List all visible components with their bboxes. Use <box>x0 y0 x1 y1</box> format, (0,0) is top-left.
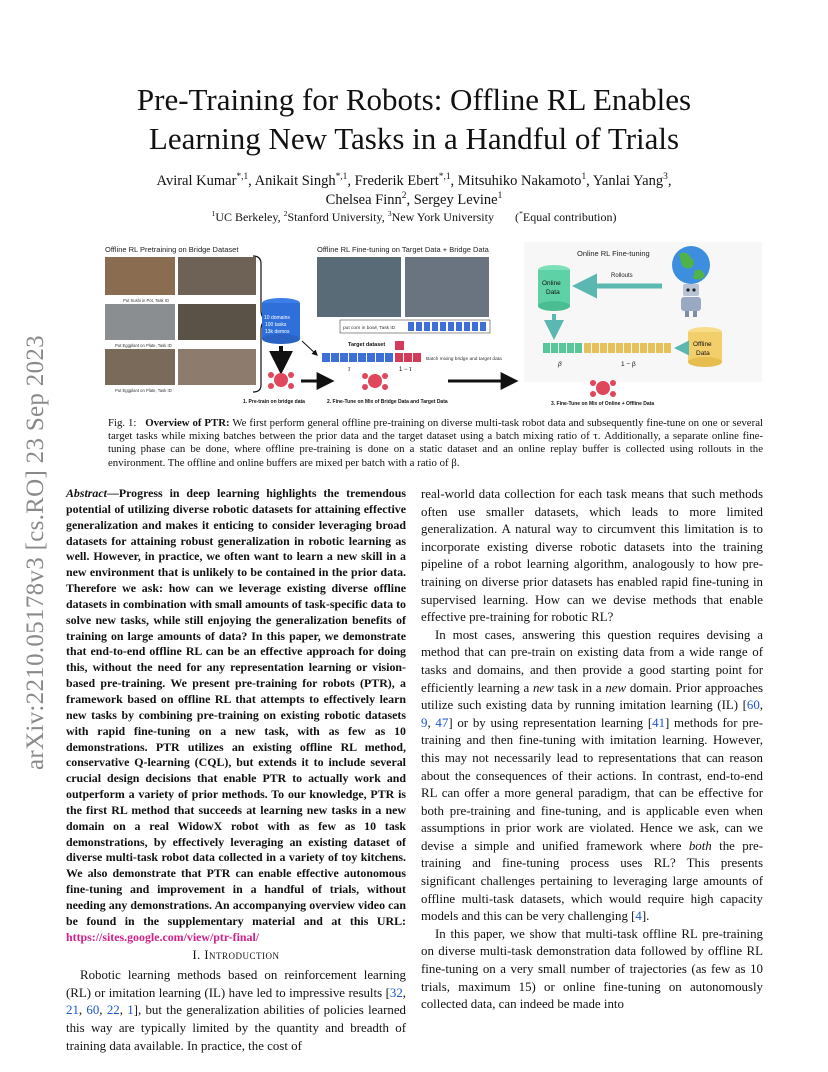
batch-cells-red <box>395 353 421 362</box>
panel1-title: Offline RL Pretraining on Bridge Dataset <box>105 245 239 254</box>
affiliation-text: UC Berkeley, <box>215 210 284 224</box>
abstract <box>66 486 406 945</box>
citation-link[interactable]: 60 <box>746 698 760 713</box>
affiliation-text: Stanford University, <box>287 210 388 224</box>
citation-link[interactable]: 32 <box>389 985 403 1000</box>
affiliation-superscript: 1 <box>211 209 216 218</box>
citation-link[interactable]: 60 <box>86 1003 100 1018</box>
author-superscript: 1 <box>497 191 503 202</box>
thumb-label-1: Put Sushi in Pot, Task ID <box>123 298 170 303</box>
robot-photo-3 <box>105 304 175 340</box>
offline-data-label-1: Offline <box>693 341 712 348</box>
earth-globe-icon <box>672 246 710 284</box>
equal-contribution-note: Equal contribution <box>522 210 613 224</box>
body-text: In this paper, we show that multi-task offline RL pre-training on diverse multi-task demonstration data followed by offline RL fine-tuning on a very small number of trajectories (as few as 10 trials, maximum 15) or online fine-tuning on autonomously collected data, can indeed be made into <box>421 926 763 1012</box>
title-line-2: Learning New Tasks in a Handful of Trials <box>148 121 680 156</box>
intro-text: Robotic learning methods based on reinforcement learning (RL) or imitation learning (IL) have led to impressive results [ <box>66 968 406 1000</box>
body-text: ] or by using representation learning [ <box>448 715 653 730</box>
abstract-text: —Progress in deep learning highlights the tremendous potential of utilizing diverse robotic datasets for attaining effective generalization and makes it enticing to consider leveraging broad datasets for attaining robust generalization in robotic learning as well. However, in practice, we often want to learn a new skill in a new environment that is unlikely to be contained in the prior data. Therefore we ask: how can we leverage existing diverse offline datasets in combination with small amounts of task-specific data to solve new tasks, while still enjoying the generalization benefits of training on large amounts of data? In this paper, we demonstrate that end-to-end offline RL can be an effective approach for doing this, without the need for any representation learning or vision-based pre-training. We present pre-training for robots (PTR), a framework based on offline RL that attempts to effectively learn new tasks by combining pre-training on existing robotic datasets with rapid fine-tuning on a new task, with as few as 10 demonstrations. PTR utilizes an existing offline RL method, conservative Q-learning (CQL), but extends it to include several crucial design decisions that enable PTR to actually work and outperform a variety of prior methods. To our knowledge, PTR is the first RL method that succeeds at learning new tasks in a new domain on a real WidowX robot with as few as 10 task demonstrations, by effectively leveraging an existing dataset of diverse multi-task robot data collected in a variety of toy kitchens. We also demonstrate that PTR can enable effective autonomous fine-tuning and improvement in a handful of trials, without needing any demonstrations. An accompanying overview video can be found in the supplementary material and at this URL: <box>66 486 406 928</box>
dataset-tasks: 100 tasks <box>265 322 287 328</box>
dataset-domains: 10 domains <box>264 315 290 321</box>
step2-label: 2. Fine-Tune on Mix of Bridge Data and Target Data <box>327 399 448 405</box>
citation-link[interactable]: 41 <box>652 715 666 730</box>
batch-mixing-label: Batch mixing bridge and target data <box>426 357 502 362</box>
tau-label: τ <box>348 367 351 373</box>
robot-photo-4 <box>178 304 256 340</box>
project-url-link[interactable]: https://sites.google.com/view/ptr-final/ <box>66 929 260 944</box>
author-name: Aviral Kumar <box>156 173 237 189</box>
left-column <box>66 486 406 1055</box>
one-minus-tau-label: 1 − τ <box>399 367 412 373</box>
author-name: Yanlai Yang <box>592 173 664 189</box>
step3-label: 3. Fine-Tune on Mix of Online + Offline Data <box>551 401 655 407</box>
affiliation-text: New York University <box>391 210 494 224</box>
author-superscript: 2 <box>401 191 407 202</box>
robot-network-icon-3 <box>590 380 616 397</box>
arxiv-identifier: arXiv:2210.05178v3 [cs.RO] 23 Sep 2023 <box>22 335 49 770</box>
citation-link[interactable]: 9 <box>421 715 428 730</box>
target-photo-2 <box>405 257 489 317</box>
caption-heading: Overview of PTR: <box>145 417 230 429</box>
author-name: Frederik Ebert <box>354 173 439 189</box>
arrow-db-to-batch <box>302 341 317 355</box>
citation-link[interactable]: 4 <box>635 909 642 924</box>
figure-1-overview <box>103 240 766 410</box>
panel2-title: Offline RL Fine-tuning on Target Data + Bridge Data <box>317 245 489 254</box>
body-text: the pre-training and fine-tuning process uses RL? This presents significant challenges pertaining to leveraging large amounts of offline multi-task datasets, which would require high capacity models and this can be very challenging [ <box>421 838 764 924</box>
body-text: task in a <box>553 680 606 695</box>
affiliation-superscript: 2 <box>283 209 288 218</box>
author-superscript: *,1 <box>236 172 249 183</box>
batch-cells-blue <box>322 353 393 362</box>
citation-link[interactable]: 1 <box>127 1003 134 1018</box>
section-heading-introduction <box>66 947 406 964</box>
target-data-cell <box>395 341 404 350</box>
author-name: Sergey Levine <box>413 192 498 208</box>
right-paragraph-2: In most cases, answering this question requires devising a method that can pre-train on existing data from a wide range of tasks and domains, and then provide a good starting point for efficiently learning a new task in a new domain. Prior approaches utilize such existing data by running imitation learning (IL) [60, 9, 47] or by using representation learning [41] methods for pre-training and then fine-tuning with imitation learning. However, this may not necessarily lead to representations that can reason about the consequences of their actions. In contrast, end-to-end RL can offer a more general paradigm, that can be effective for both pre-training and fine-tuning, and is applicable even when assumptions in prior work are violated. Hence we ask, can we devise a simple and unified framework where both the pre-training and fine-tuning process uses RL? This presents significant challenges pertaining to leveraging large amounts of offline multi-task datasets, which would require high capacity models and this can be very challenging [4]. <box>421 627 764 924</box>
robot-photo-1 <box>105 257 175 295</box>
target-caption: put corn in bowl, Task ID <box>343 326 396 331</box>
emphasis-text: both <box>688 838 712 853</box>
affiliations: $^1$UC Berkeley, $^2$Stanford University, $^3$New York University (*Equal contribution) <box>211 209 617 224</box>
author-list: Aviral Kumar$^{*,1}$, Anikait Singh$^{*,1}$, Frederik Ebert$^{*,1}$, Mitsuhiko Nakamoto$^1$, Yanlai Yang$^3$, Chelsea Finn$^2$, Sergey Levine$^1$ <box>156 172 672 208</box>
author-superscript: 1 <box>581 172 587 183</box>
right-paragraph-1 <box>421 486 763 627</box>
equal-contribution-superscript: * <box>518 209 523 218</box>
section-title: Introduction <box>204 948 280 963</box>
online-data-label-2: Data <box>546 289 560 296</box>
figure-caption <box>108 417 763 470</box>
online-data-label-1: Online <box>542 280 561 287</box>
author-superscript: 3 <box>663 172 668 183</box>
body-text: domain. Prior approaches utilize such existing data by running imitation learning (IL) [ <box>421 680 764 713</box>
body-text: ] methods for pre-training and then fine-tuning with imitation learning. However, this may not necessarily lead to representations that can reason about the consequences of their actions. In contrast, end-to-end RL can offer a more general paradigm, that can be effective for both pre-training and fine-tuning, and is applicable even when assumptions in prior work are violated. Hence we ask, can we devise a simple and unified framework where <box>421 715 763 853</box>
offline-cylinder-bottom <box>688 357 722 367</box>
author-superscript: *,1 <box>438 172 451 183</box>
thumb-label-2: Put Eggplant on Plate, Task ID <box>115 343 172 348</box>
author-name: Anikait Singh <box>254 173 336 189</box>
rollouts-label: Rollouts <box>611 273 633 279</box>
caption-text: We first perform general offline pre-training on diverse multi-task robot data and subsequently fine-tune on one or several target tasks while mixing batches between the prior data and the target dataset using a batch mixing ratio of τ. Additionally, a separate online fine-tuning phase can be done, where offline pre-training is done on a static dataset and an online replay buffer is collected using rollouts in the environment. The offline and online buffers are mixed per batch with a ratio of β. <box>108 417 763 469</box>
affiliation-superscript: 3 <box>387 209 392 218</box>
body-text: In most cases, answering this question requires devising a method that can pre-train on existing data from a wide range of tasks and domains, and then provide a good starting point for efficiently learning a <box>421 627 763 695</box>
dataset-cylinder-bottom <box>262 334 300 344</box>
intro-paragraph-1: Robotic learning methods based on reinforcement learning (RL) or imitation learning (IL) have led to impressive results [32, 21, 60, 22, 1], but the generalization abilities of policies learned this way are typically limited by the quantity and breadth of training data available. In practice, the cost of <box>66 968 406 1053</box>
body-text: real-world data collection for each task means that such methods often use smaller datasets, which leads to more limited generalization. A natural way to circumvent this limitation is to incorporate existing diverse robotic datasets into the training pipeline of a robot learning algorithm, analogously to how pre-training on diverse prior datasets has enabled rapid fine-tuning in supervised learning. How can we devise methods that enable effective pre-training for robotic RL? <box>421 487 763 625</box>
section-number: I. <box>192 948 201 963</box>
thumb-label-3: Put Eggplant on Plate, Task ID <box>115 388 172 393</box>
paper-title <box>0 80 828 158</box>
target-photo-1 <box>317 257 401 317</box>
emphasis-text: new <box>605 680 627 695</box>
target-dataset-label: Target dataset <box>348 342 386 348</box>
author-name: Mitsuhiko Nakamoto <box>457 173 582 189</box>
title-line-1: Pre-Training for Robots: Offline RL Enables <box>136 82 692 117</box>
intro-text: ], but the generalization abilities of policies learned this way are typically limited by the quantity and breadth of training data available. In practice, the cost of <box>66 1003 406 1053</box>
right-paragraph-3 <box>421 926 763 1014</box>
robot-photo-6 <box>178 349 256 385</box>
online-batch-cells <box>543 343 582 353</box>
online-cylinder-body <box>538 270 570 306</box>
robot-network-icon-2 <box>362 373 388 390</box>
right-column <box>421 486 763 1014</box>
author-superscript: *,1 <box>335 172 348 183</box>
beta-label: β <box>558 361 562 368</box>
panel3-title: Online RL Fine-tuning <box>577 249 650 258</box>
citation-link[interactable]: 22 <box>106 1003 120 1018</box>
robot-photo-5 <box>105 349 175 385</box>
one-minus-beta-label: 1 − β <box>621 361 636 368</box>
citation-link[interactable]: 47 <box>435 715 449 730</box>
figure-label: Fig. 1: <box>108 417 137 429</box>
abstract-label: Abstract <box>66 486 107 500</box>
author-name: Chelsea Finn <box>325 192 402 208</box>
robot-network-icon-1 <box>268 372 294 389</box>
emphasis-text: new <box>532 680 554 695</box>
body-text: ]. <box>641 909 650 924</box>
citation-link[interactable]: 21 <box>66 1003 79 1018</box>
dataset-demos: 13k demos <box>265 329 290 335</box>
online-cylinder-bottom <box>538 301 570 311</box>
offline-batch-cells <box>584 343 671 353</box>
step1-label: 1. Pre-train on bridge data <box>243 399 305 405</box>
offline-data-label-2: Data <box>696 350 710 357</box>
robot-photo-2 <box>178 257 256 295</box>
